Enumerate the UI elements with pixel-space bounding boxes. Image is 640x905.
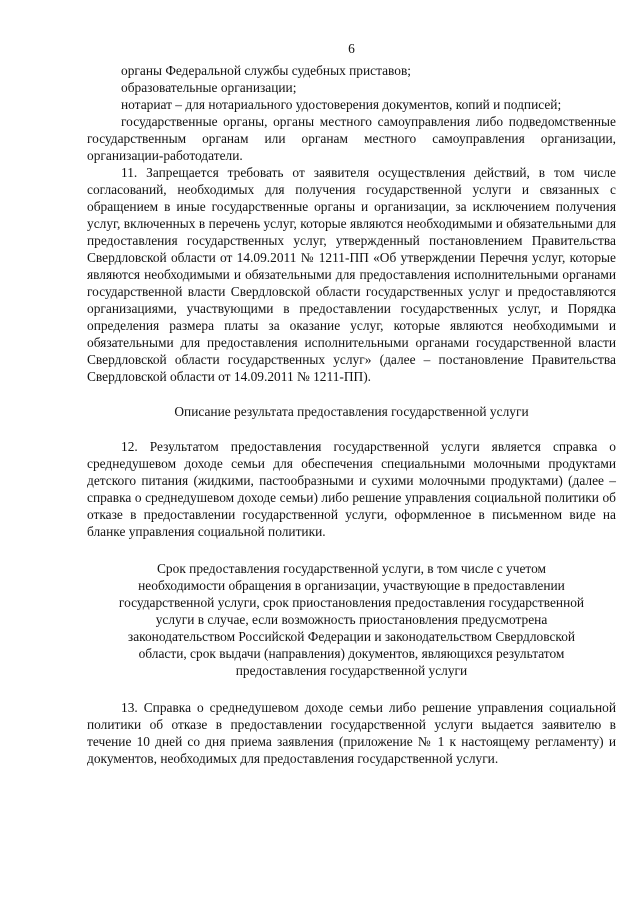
list-item-notary: нотариат – для нотариального удостоверения документов, копий и подписей; [121,97,562,112]
section-heading-result: Описание результата предоставления государственной услуги [174,404,529,419]
heading-line: услуги в случае, если возможность приостановления предусмотрена [155,612,548,627]
section-heading-terms [87,560,616,679]
heading-line: необходимости обращения в организации, участвующие в предоставлении [138,578,565,593]
list-item-bailiffs: органы Федеральной службы судебных приставов; [121,63,412,78]
list-item-education: образовательные организации; [121,80,297,95]
paragraph-13: 13. Справка о среднедушевом доходе семьи либо решение управления социальной политики об отказе в предоставлении государственной услуги выдается заявителю в течение 10 дней со дня приема заявления (приложение № 1 к настоящему регламенту) и документов, необходимых для предоставления государственной услуги. [87,700,616,766]
heading-line: предоставления государственной услуги [235,663,468,678]
paragraph-12: 12. Результатом предоставления государственной услуги является справка о среднедушевом доходе семьи для обеспечения специальными молочными продуктами детского питания (жидкими, пастообразными и сухими молочными продуктами) (далее – справка о среднедушевом доходе семьи) либо решение управления социальной политики об отказе в предоставлении государственной услуги, оформленное в письменном виде на бланке управления социальной политики. [87,439,616,539]
list-item-state-bodies: государственные органы, органы местного самоуправления либо подведомственные государственным органам или органам местного самоуправления организации, организации-работодатели. [87,114,616,163]
heading-line: государственной услуги, срок приостановления предоставления государственной [118,595,585,610]
page-number: 6 [348,41,355,56]
paragraph-11: 11. Запрещается требовать от заявителя осуществления действий, в том числе согласований, необходимых для получения государственной услуги и связанных с обращением в иные государственные органы и организации, за исключением получения услуг, включенных в перечень услуг, которые являются необходимыми и обязательными для предоставления государственных услуг, утвержденный постановлением Правительства Свердловской области от 14.09.2011 № 1211-ПП «Об утверждении Перечня услуг, которые являются необходимыми и обязательными для предоставления исполнительными органами государственной власти Свердловской области государственных услуг и предоставляются организациями, участвующими в предоставлении государственных услуг, и Порядка определения размера платы за оказание услуг, которые являются необходимыми и обязательными для предоставления исполнительными органами государственной власти Свердловской области государственных услуг» (далее – постановление Правительства Свердловской области от 14.09.2011 № 1211-ПП). [87,165,616,384]
heading-line: Срок предоставления государственной услуги, в том числе с учетом [157,561,546,576]
heading-line: законодательством Российской Федерации и законодательством Свердловской [127,629,576,644]
heading-line: области, срок выдачи (направления) документов, являющихся результатом [138,646,565,661]
